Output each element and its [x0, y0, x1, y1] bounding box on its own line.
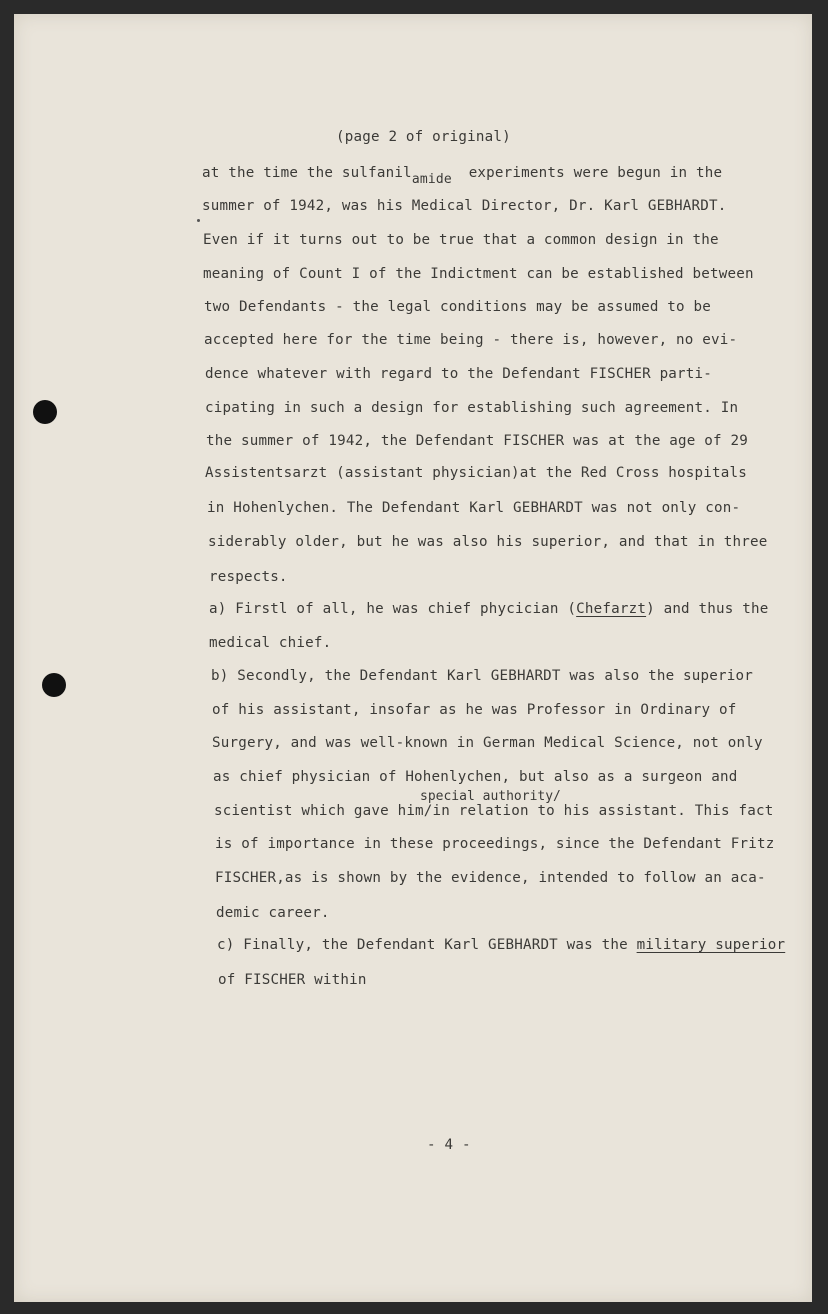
document-page: [14, 14, 812, 1302]
text-segment: a) Firstl of all, he was chief phycician (: [209, 601, 577, 617]
text-line-6: accepted here for the time being - there is, however, no evi-: [204, 332, 738, 348]
page-header: (page 2 of original): [336, 129, 511, 145]
text-line-3: Even if it turns out to be true that a common design in the: [203, 232, 719, 248]
punch-hole-bottom: [42, 673, 66, 697]
underlined-term: Chefarzt: [576, 601, 647, 617]
text-line-9: the summer of 1942, the Defendant FISCHER was at the age of 29: [206, 433, 748, 449]
text-line-13: respects.: [209, 569, 288, 585]
page-number: - 4 -: [427, 1137, 471, 1153]
text-line-23: demic career.: [216, 905, 330, 921]
text-line-15: medical chief.: [209, 635, 332, 651]
text-line-20: scientist which gave him/in relation to his assistant. This fact: [214, 803, 774, 819]
text-line-1: [202, 165, 723, 187]
text-line-19: as chief physician of Hohenlychen, but also as a surgeon and: [213, 769, 738, 785]
text-segment: c) Finally, the Defendant Karl GEBHARDT was the: [217, 937, 637, 953]
text-line-22: FISCHER,as is shown by the evidence, intended to follow an aca-: [215, 870, 766, 886]
text-line-18: Surgery, and was well-known in German Medical Science, not only: [212, 735, 763, 751]
interlinear-insertion: amide: [411, 172, 452, 187]
text-line-7: dence whatever with regard to the Defendant FISCHER parti-: [205, 366, 713, 382]
text-line-16: b) Secondly, the Defendant Karl GEBHARDT was also the superior: [211, 668, 753, 684]
text-line-21: is of importance in these proceedings, since the Defendant Fritz: [215, 836, 775, 852]
text-segment: at the time the sulfanil: [202, 165, 412, 181]
text-segment: ) and thus the: [646, 601, 769, 617]
text-line-4: meaning of Count I of the Indictment can be established between: [203, 266, 754, 282]
text-line-17: of his assistant, insofar as he was Professor in Ordinary of: [212, 702, 737, 718]
text-line-11: in Hohenlychen. The Defendant Karl GEBHARDT was not only con-: [207, 500, 741, 516]
punch-hole-top: [33, 400, 57, 424]
text-line-12: siderably older, but he was also his superior, and that in three: [208, 534, 768, 550]
ink-mark: [197, 219, 200, 222]
underlined-term: military superior: [636, 937, 786, 953]
text-line-25: of FISCHER within: [218, 972, 367, 988]
interlinear-insertion: special authority/: [420, 789, 561, 804]
text-line-14: [209, 601, 768, 617]
text-line-2: summer of 1942, was his Medical Director, Dr. Karl GEBHARDT.: [202, 198, 727, 214]
text-line-5: two Defendants - the legal conditions may be assumed to be: [204, 299, 712, 315]
text-line-10: Assistentsarzt (assistant physician)at the Red Cross hospitals: [205, 465, 747, 481]
text-segment: experiments were begun in the: [459, 165, 723, 181]
text-line-8: cipating in such a design for establishing such agreement. In: [205, 400, 739, 416]
text-line-24: [217, 937, 785, 953]
